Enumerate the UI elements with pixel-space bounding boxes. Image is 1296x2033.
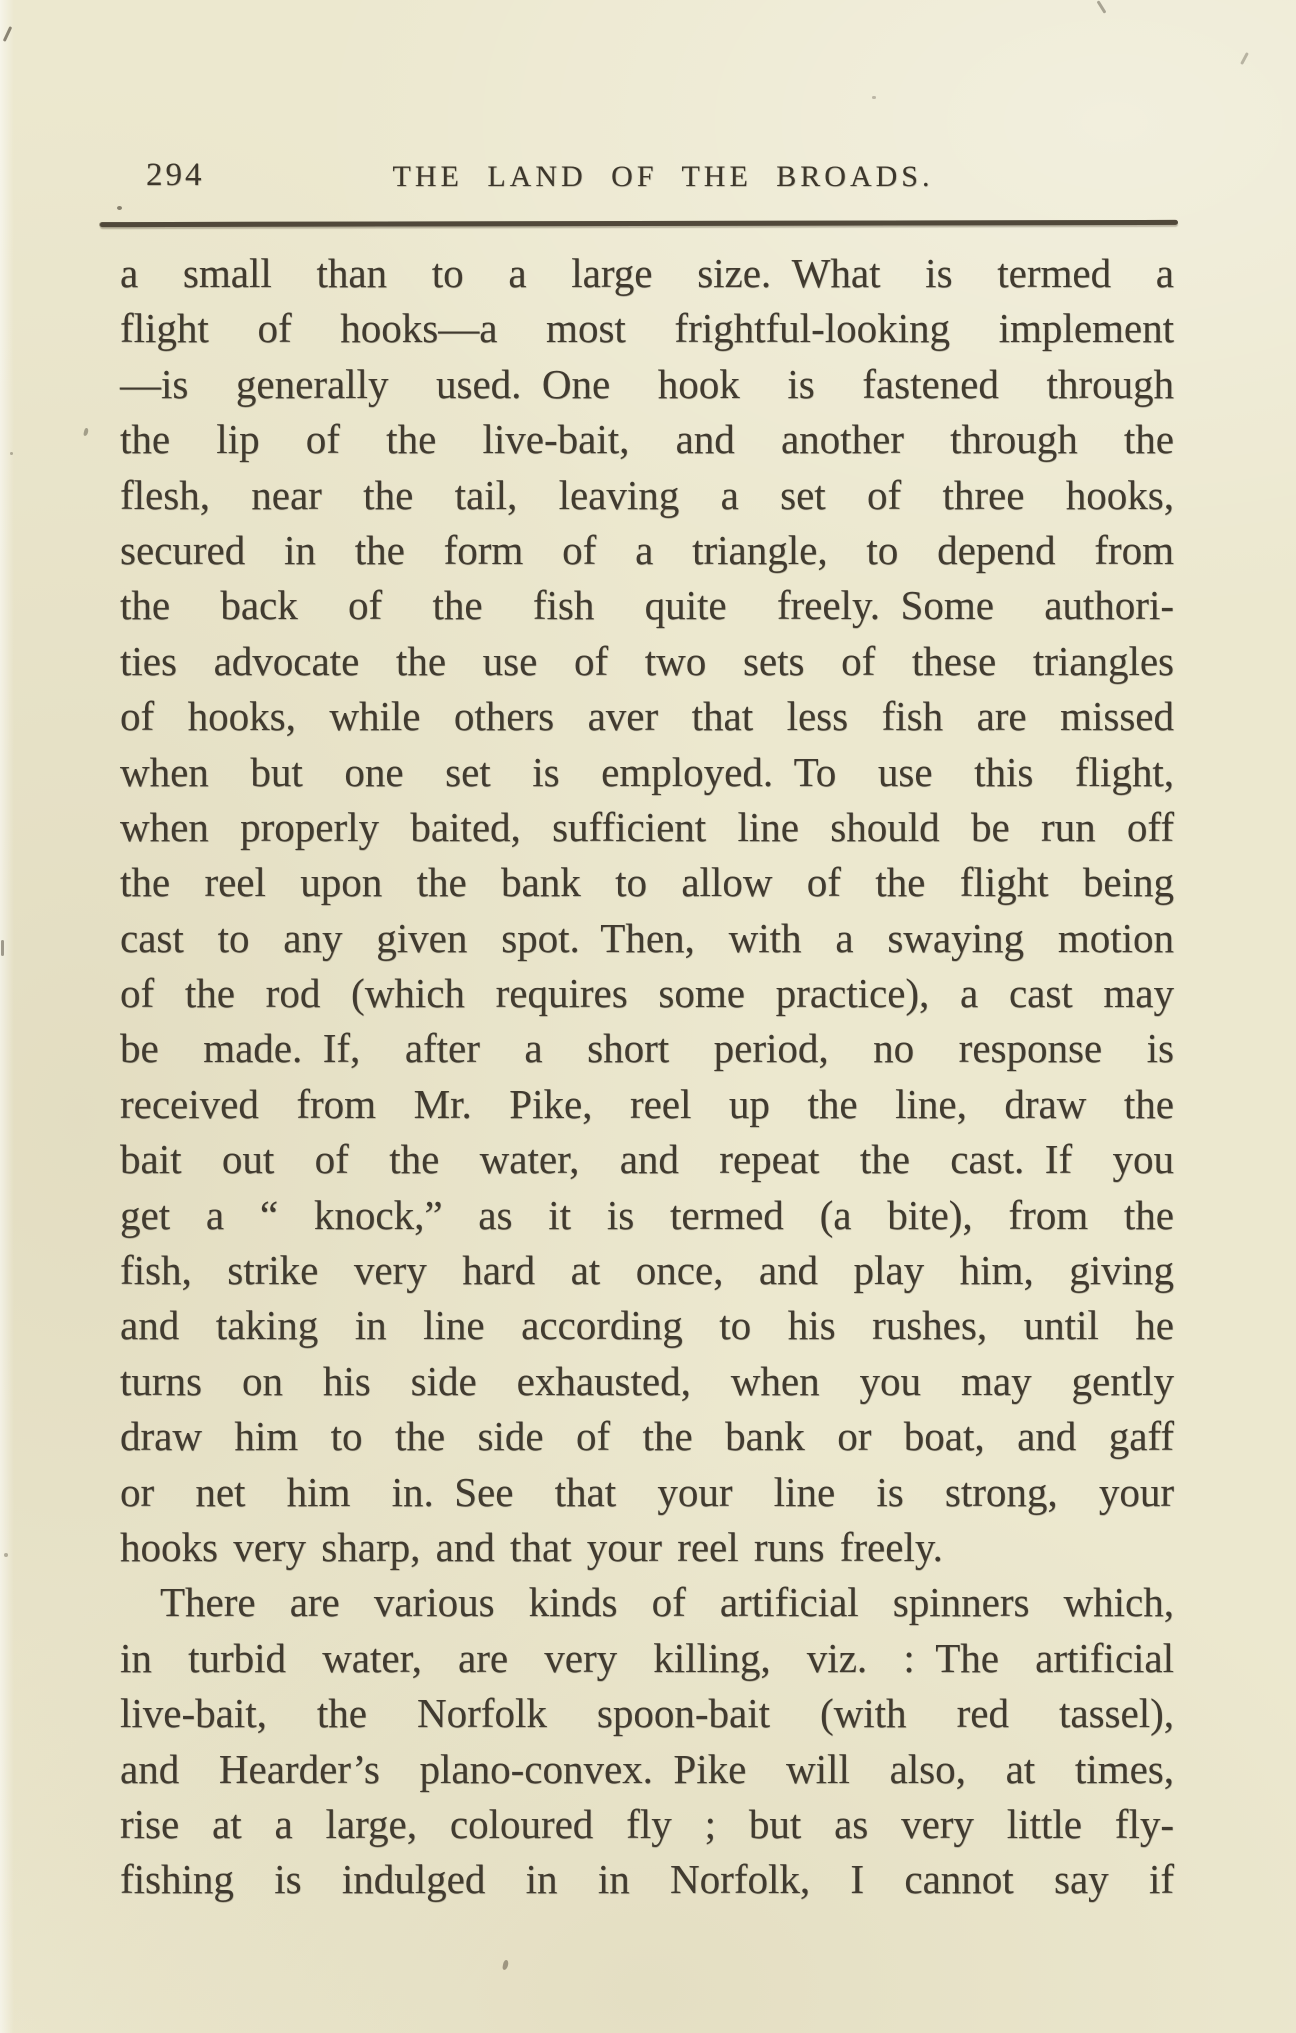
scan-speck	[117, 206, 122, 210]
text-line: the reel upon the bank to allow of the flight being	[120, 859, 1174, 906]
text-line: rise at a large, coloured fly ; but as very little fly-	[120, 1800, 1174, 1847]
page-number: 294	[146, 157, 205, 193]
header-rule	[100, 220, 1178, 227]
body-text	[120, 246, 1174, 1908]
scan-speck	[1240, 52, 1249, 65]
text-line: get a “ knock,” as it is termed (a bite), from the	[120, 1191, 1174, 1238]
text-line: and taking in line according to his rushes, until he	[120, 1302, 1174, 1349]
text-line: be made. If, after a short period, no response is	[120, 1025, 1174, 1072]
text-line: received from Mr. Pike, reel up the line, draw the	[120, 1080, 1174, 1127]
text-line: live-bait, the Norfolk spoon-bait (with red tassel),	[120, 1690, 1174, 1737]
running-title: THE LAND OF THE BROADS.	[392, 160, 934, 193]
text-line: cast to any given spot. Then, with a swaying motion	[120, 914, 1174, 961]
scan-speck	[502, 1960, 509, 1971]
text-line: of the rod (which requires some practice), a cast may	[120, 970, 1174, 1017]
text-line: the lip of the live-bait, and another through the	[120, 416, 1174, 463]
text-line: in turbid water, are very killing, viz. : The artificial	[120, 1634, 1174, 1681]
text-line: and Hearder’s plano-convex. Pike will also, at times,	[120, 1745, 1174, 1792]
text-line: or net him in. See that your line is strong, your	[120, 1468, 1174, 1515]
text-line: a small than to a large size. What is termed a	[120, 250, 1174, 296]
text-line: bait out of the water, and repeat the cast. If you	[120, 1136, 1174, 1183]
text-line: draw him to the side of the bank or boat, and gaff	[120, 1413, 1174, 1460]
scan-speck	[1, 940, 4, 956]
text-line: flesh, near the tail, leaving a set of three hooks,	[120, 471, 1174, 518]
text-line: ties advocate the use of two sets of these triangles	[120, 637, 1174, 684]
text-line: fishing is indulged in in Norfolk, I cannot say if	[120, 1856, 1174, 1903]
scan-speck	[83, 428, 89, 437]
text-line: fish, strike very hard at once, and play him, giving	[120, 1247, 1174, 1294]
text-line: turns on his side exhausted, when you may gently	[120, 1357, 1174, 1404]
text-line: of hooks, while others aver that less fish are missed	[120, 693, 1174, 740]
text-line-paragraph-end: hooks very sharp, and that your reel runs freely.	[120, 1523, 943, 1570]
scan-speck	[872, 96, 876, 99]
text-line: the back of the fish quite freely. Some authori-	[120, 582, 1174, 629]
text-line: when properly baited, sufficient line should be run off	[120, 803, 1174, 850]
scan-speck	[10, 452, 13, 455]
scan-speck	[3, 26, 12, 42]
text-line-paragraph-start: There are various kinds of artificial spinners which,	[160, 1579, 1174, 1626]
text-line: secured in the form of a triangle, to depend from	[120, 526, 1174, 573]
scan-speck	[1097, 0, 1107, 13]
text-line: flight of hooks—a most frightful-looking implement	[120, 305, 1174, 352]
text-line: —is generally used. One hook is fastened through	[120, 360, 1174, 407]
text-line: when but one set is employed. To use this flight,	[120, 748, 1174, 795]
scan-speck	[4, 1553, 8, 1557]
